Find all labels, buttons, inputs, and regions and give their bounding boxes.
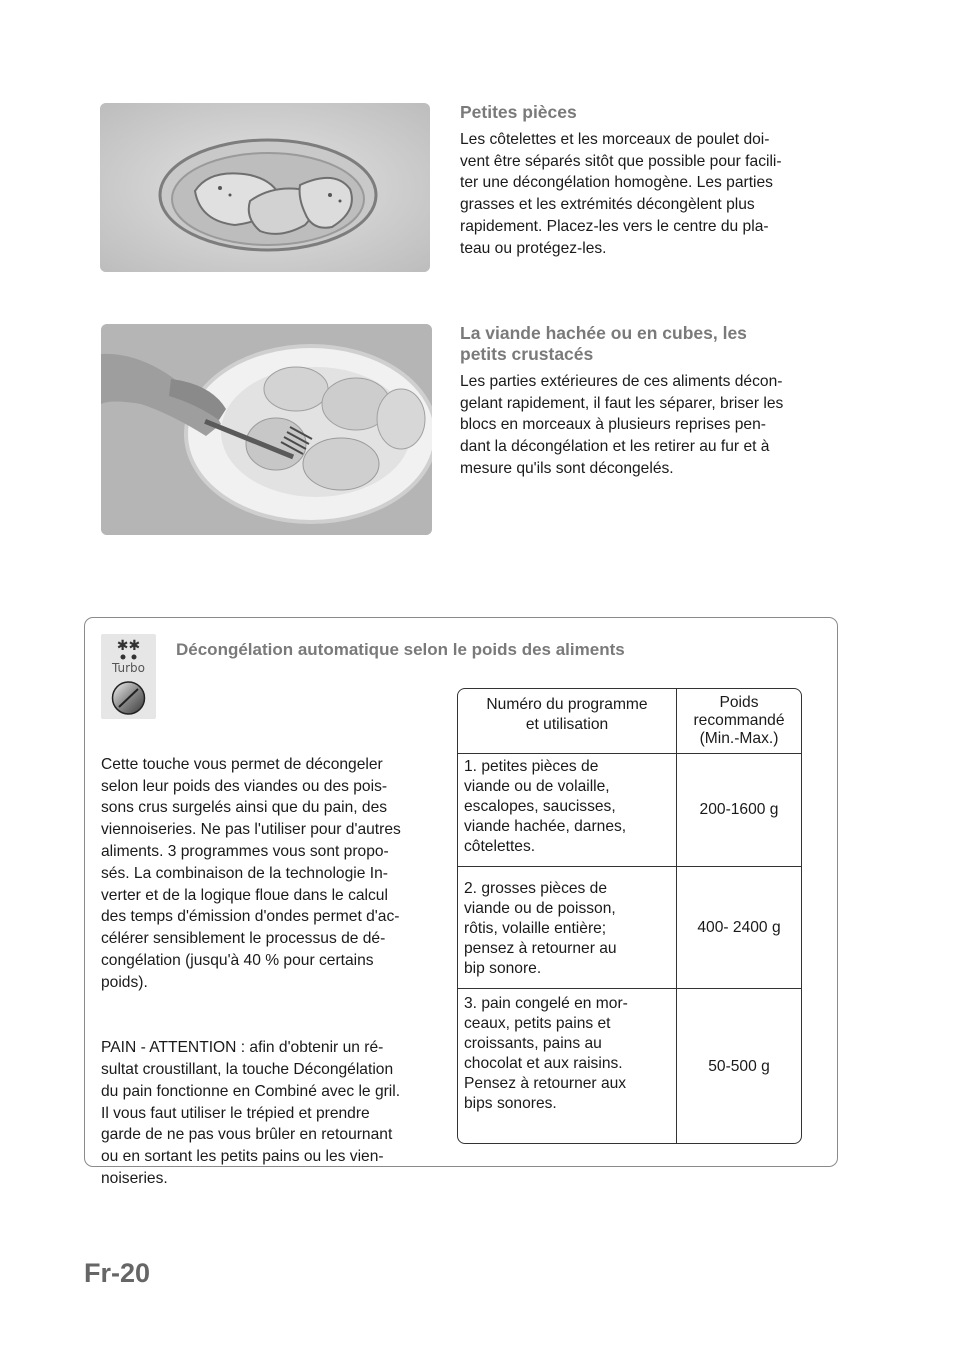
section-small-pieces (460, 102, 830, 259)
turbo-label: Turbo (111, 661, 145, 675)
table-row (458, 753, 801, 866)
program-table (457, 688, 802, 1144)
panel-description (101, 732, 441, 1233)
weight-cell: 400- 2400 g (697, 918, 781, 936)
header-program: Numéro du programme et utilisation (458, 689, 677, 753)
paragraph-defrost-info: Cette touche vous permet de décongeler selon leur poids des viandes ou des pois- sons crus surgelés ainsi que du pain, des viennoiseries. Ne pas l'utiliser pour d'autres aliments. 3 programmes vous sont propo- sés. La combinaison de la technologie In- verter et de la logique floue dans le calcul des temps d'émission d'ondes permet d'ac- célérer sensiblement le processus de dé- congélation (jusqu'à 40 % pour certains poids). (101, 755, 401, 991)
paragraph-bread-warning: PAIN - ATTENTION : afin d'obtenir un ré- sultat croustillant, la touche Décongélation du pain fonctionne en Combiné avec le gril. Il vous faut utiliser le trépied et prendre garde de ne pas vous brûler en retournant ou en sortant les petits pains ou les vien- noiseries. (101, 1039, 401, 1187)
section-body: Les parties extérieures de ces aliments décon- gelant rapidement, il faut les séparer, briser les blocs en morceaux à plusieurs reprises pen- dant la décongélation et les retirer au fur et à mesure qu'ils sont décongelés. (460, 373, 784, 477)
table-row (458, 988, 801, 1144)
svg-text:✱✱: ✱✱ (116, 638, 141, 654)
table-header-row (458, 689, 801, 753)
program-cell: 2. grosses pièces de viande ou de poisson, rôtis, volaille entière; pensez à retourner au bip sonore. (458, 867, 677, 988)
table-row (458, 866, 801, 988)
page-number: Fr-20 (84, 1258, 151, 1288)
program-cell: 1. petites pièces de viande ou de volaille, escalopes, saucisses, viande hachée, darnes, côtelettes. (458, 754, 677, 866)
section-heading: Petites pièces (460, 102, 577, 122)
weight-cell: 50-500 g (708, 1058, 770, 1075)
section-heading: La viande hachée ou en cubes, les petits crustacés (460, 323, 747, 364)
weight-cell: 200-1600 g (699, 801, 779, 818)
photo-fork-plate (101, 324, 432, 535)
section-body: Les côtelettes et les morceaux de poulet doi- vent être séparés sitôt que possible pour facili- ter une décongélation homogène. Les parties grasses et les extrémités décongèlent plus rapidement. Placez-les vers le centre du pla- teau ou protégez-les. (460, 131, 782, 257)
photo-chicken-dish (100, 103, 430, 272)
program-cell: 3. pain congelé en mor- ceaux, petits pains et croissants, pains au chocolat et aux raisins. Pensez à retourner aux bips sonores. (458, 989, 677, 1144)
dial-knob-icon (101, 679, 156, 719)
turbo-button-graphic (101, 634, 156, 719)
section-minced-meat (460, 323, 830, 480)
panel-title: Décongélation automatique selon le poids des aliments (176, 640, 625, 659)
header-weight: Poids recommandé (Min.-Max.) (693, 694, 785, 747)
